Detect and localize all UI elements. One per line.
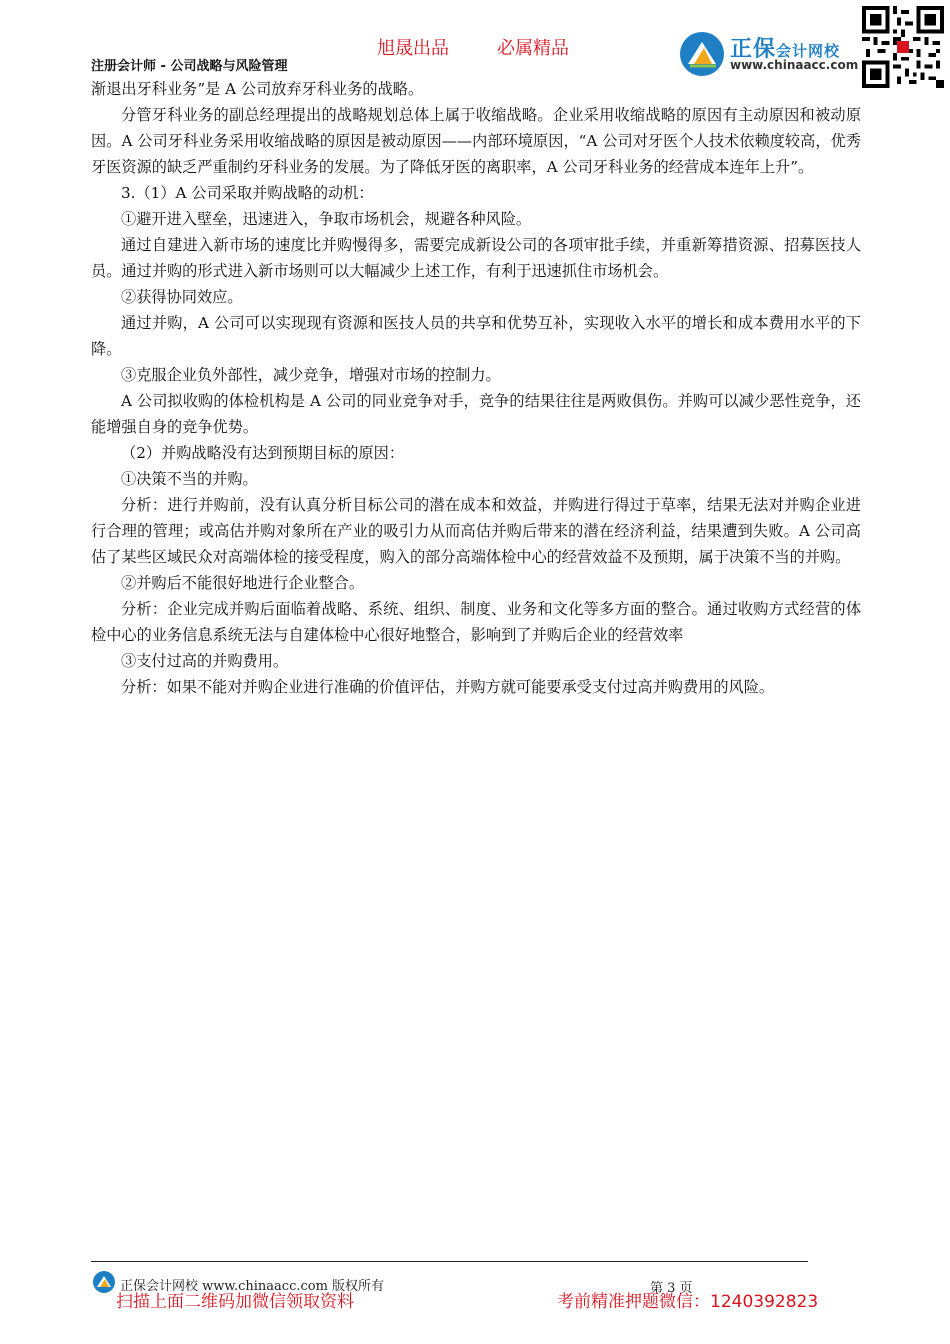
- brand-logo: [678, 30, 858, 80]
- paragraph: ①决策不当的并购。: [121, 470, 258, 488]
- footer-logo-icon: [91, 1270, 117, 1294]
- paragraph: 通过自建进入新市场的速度比并购慢得多，需要完成新设公司的各项审批手续，并重新筹措资源、招募医技人员。通过并购的形式进入新市场则可以大幅减少上述工作，有利于迅速抓住市场机会。: [91, 236, 861, 280]
- footer-promo-left: 扫描上面二维码加微信领取资料: [116, 1292, 354, 1312]
- footer-divider: [91, 1261, 808, 1262]
- qr-code-icon: [862, 5, 944, 89]
- logo-brand-main: 正保: [730, 37, 777, 62]
- paragraph: ③支付过高的并购费用。: [121, 652, 289, 670]
- paragraph: ②并购后不能很好地进行企业整合。: [121, 574, 364, 592]
- footer-copyright: 正保会计网校 www.chinaacc.com 版权所有: [120, 1279, 385, 1294]
- paragraph: 分析：企业完成并购后面临着战略、系统、组织、制度、业务和文化等多方面的整合。通过收购方式经营的体检中心的业务信息系统无法与自建体检中心很好地整合，影响到了并购后企业的经营效率: [91, 600, 861, 644]
- paragraph: 3.（1）A 公司采取并购战略的动机：: [121, 184, 374, 202]
- paragraph: 分析：如果不能对并购企业进行准确的价值评估，并购方就可能要承受支付过高并购费用的风险。: [121, 678, 775, 696]
- paragraph: 渐退出牙科业务”是 A 公司放弃牙科业务的战略。: [91, 80, 424, 98]
- paragraph: 分析：进行并购前，没有认真分析目标公司的潜在成本和效益，并购进行得过于草率，结果无法对并购企业进行合理的管理；或高估并购对象所在产业的吸引力从而高估并购后带来的潜在经济利益，结果遭到失败。A 公司高估了某些区域民众对高端体检的接受程度，购入的部分高端体检中心的经营效益不及预期，属于决策不当的并购。: [91, 496, 861, 566]
- footer-promo-right: 考前精准押题微信：1240392823: [557, 1292, 819, 1312]
- qr-caption: [862, 91, 946, 107]
- logo-icon: [678, 30, 726, 78]
- paragraph: 通过并购，A 公司可以实现现有资源和医技人员的共享和优势互补，实现收入水平的增长和成本费用水平的下降。: [91, 314, 861, 358]
- page-number: 第 3 页: [650, 1281, 693, 1296]
- paragraph: 分管牙科业务的副总经理提出的战略规划总体上属于收缩战略。企业采用收缩战略的原因有主动原因和被动原因。A 公司牙科业务采用收缩战略的原因是被动原因——内部环境原因，“A 公司对牙医个人技术依赖度较高，优秀牙医资源的缺乏严重制约牙科业务的发展。为了降低牙医的离职率，A 公司牙科业务的经营成本连年上升”。: [91, 106, 861, 176]
- header-course-title: 注册会计师 - 公司战略与风险管理: [91, 59, 288, 74]
- logo-brand-sub: 会计网校: [776, 42, 841, 60]
- header-slogan-left: 旭晟出品: [377, 38, 449, 59]
- paragraph: ②获得协同效应。: [121, 288, 243, 306]
- header-slogan-right: 必属精品: [497, 38, 569, 59]
- paragraph: A 公司拟收购的体检机构是 A 公司的同业竞争对手，竞争的结果往往是两败俱伤。并购可以减少恶性竞争，还能增强自身的竞争优势。: [91, 392, 861, 436]
- paragraph: ③克服企业负外部性，减少竞争，增强对市场的控制力。: [121, 366, 501, 384]
- document-body: [91, 76, 861, 700]
- paragraph: （2）并购战略没有达到预期目标的原因：: [121, 444, 405, 462]
- logo-url: www.chinaacc.com: [730, 58, 859, 72]
- paragraph: ①避开进入壁垒，迅速进入，争取市场机会，规避各种风险。: [121, 210, 532, 228]
